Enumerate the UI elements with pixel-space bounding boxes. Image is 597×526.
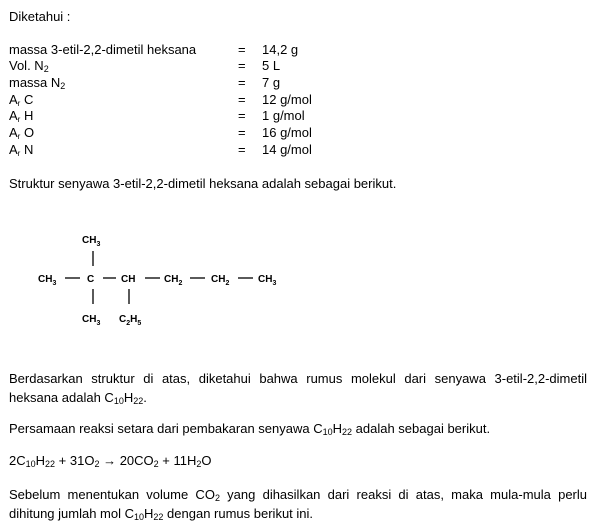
given-equals: = [238, 92, 246, 107]
atom-bottom-methyl: $CH_3$ [82, 314, 101, 327]
atom-ch: CH [121, 274, 136, 285]
given-equals: = [238, 75, 246, 90]
given-equals: = [238, 142, 246, 157]
given-equals: = [238, 108, 246, 123]
given-label: Ar H [9, 108, 34, 124]
atom-ch3-right: $CH_3$ [258, 274, 277, 287]
given-equals: = [238, 125, 246, 140]
given-heading: Diketahui : [9, 9, 71, 24]
structure-intro: Struktur senyawa 3-etil-2,2-dimetil heksana adalah sebagai berikut. [9, 176, 397, 191]
given-equals: = [238, 42, 246, 57]
given-value: 16 g/mol [262, 125, 312, 140]
given-label: Ar O [9, 125, 35, 141]
given-value: 12 g/mol [262, 92, 312, 107]
given-value: 14,2 g [262, 42, 299, 57]
given-value: 5 L [262, 58, 281, 73]
atom-top-methyl: $CH_3$ [82, 235, 101, 248]
given-value: 14 g/mol [262, 142, 312, 157]
given-value: 7 g [262, 75, 281, 90]
atom-ch2: $CH_2$ [211, 274, 230, 287]
reaction-intro-paragraph: Persamaan reaksi setara dari pembakaran senyawa $C_{10}H_{22}$ adalah sebagai berikut. [9, 421, 491, 437]
atom-ch3-left: $CH_3$ [38, 274, 57, 287]
given-value: 1 g/mol [262, 108, 305, 123]
atom-c-quaternary: C [87, 274, 95, 285]
given-label: Vol. $N_2$ [9, 58, 49, 74]
mole-calculation-paragraph: Sebelum menentukan volume $CO_2$ yang dihasilkan dari reaksi di atas, maka mula-mula perlu dihitung jumlah mol $C_{10}H_{22}$ dengan rumus berikut ini. [9, 487, 587, 522]
reaction-arrow-icon: → [103, 453, 117, 468]
atom-ethyl: $C_2H_5$ [119, 314, 142, 327]
given-label: massa 3-etil-2,2-dimetil heksana [9, 42, 197, 57]
molecular-formula-paragraph: Berdasarkan struktur di atas, diketahui bahwa rumus molekul dari senyawa 3-etil-2,2-dimetil heksana adalah $C_{10}H_{22}$. [9, 371, 587, 406]
given-label: Ar N [9, 142, 34, 158]
structural-formula [0, 225, 320, 335]
combustion-reaction-equation: $2C_{10}H_{22} + 31O_2 \to 20CO_2 + 11H_2O$ [9, 453, 212, 469]
given-label: Ar C [9, 92, 34, 108]
atom-ch2: $CH_2$ [164, 274, 183, 287]
given-equals: = [238, 58, 246, 73]
given-label: massa $N_2$ [9, 75, 66, 91]
